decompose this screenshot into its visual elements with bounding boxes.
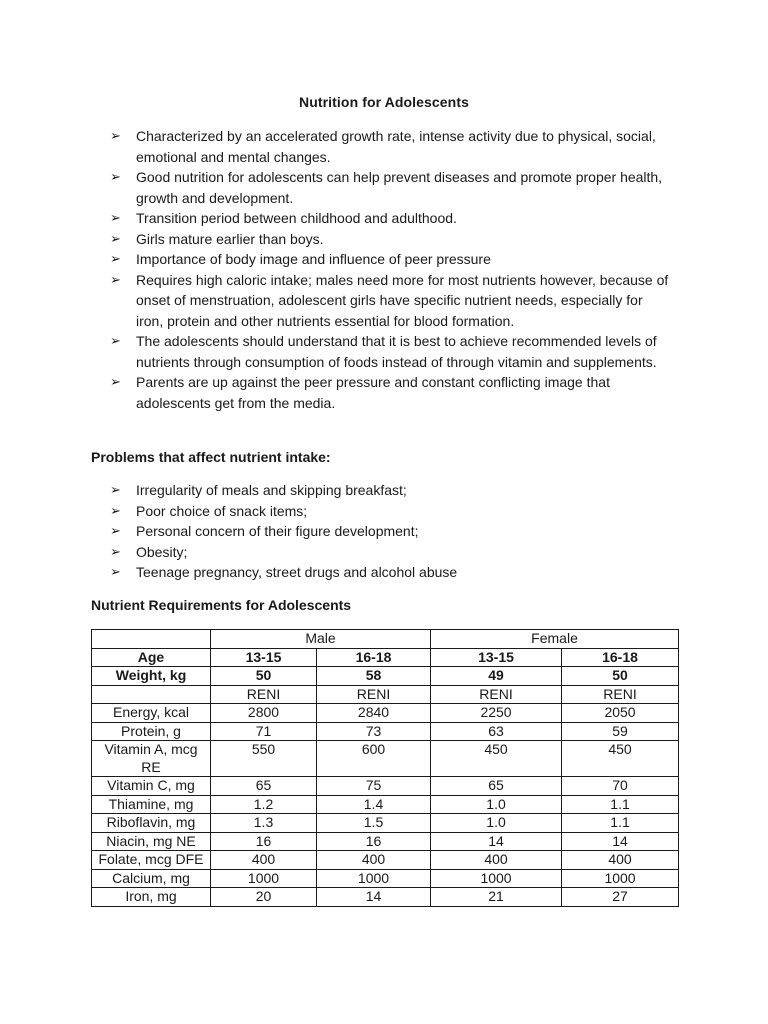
table-weight-row bbox=[92, 667, 679, 686]
table-cell: 14 bbox=[562, 832, 679, 851]
arrow-bullet-icon: ➢ bbox=[110, 502, 121, 518]
table-row bbox=[92, 832, 679, 851]
table-cell: 63 bbox=[431, 722, 562, 741]
table-cell: 50 bbox=[211, 667, 317, 686]
list-item: ➢ Poor choice of snack items; bbox=[110, 501, 670, 522]
table-cell: 400 bbox=[317, 851, 431, 870]
table-cell: 65 bbox=[431, 777, 562, 796]
table-cell: 400 bbox=[562, 851, 679, 870]
arrow-bullet-icon: ➢ bbox=[110, 564, 121, 579]
table-cell: 1000 bbox=[431, 869, 562, 888]
list-item: ➢ Importance of body image and influence of peer pressure bbox=[110, 249, 670, 270]
arrow-bullet-icon: ➢ bbox=[110, 169, 121, 184]
table-basis-row bbox=[92, 685, 679, 704]
table-cell: 13-15 bbox=[211, 648, 317, 667]
table-cell: 600 bbox=[317, 741, 431, 777]
table-cell: 550 bbox=[211, 741, 317, 777]
table-row bbox=[92, 777, 679, 796]
table-cell: 16-18 bbox=[562, 648, 679, 667]
arrow-bullet-icon: ➢ bbox=[110, 523, 121, 538]
table-row bbox=[92, 704, 679, 723]
list-item: ➢ Personal concern of their figure development; bbox=[110, 521, 670, 542]
table-cell: 1000 bbox=[211, 869, 317, 888]
table-cell: 1.0 bbox=[431, 814, 562, 833]
intro-bullet-list bbox=[110, 126, 670, 413]
list-item: ➢ Obesity; bbox=[110, 542, 670, 563]
table-cell: 20 bbox=[211, 888, 317, 907]
table-cell: RENI bbox=[317, 685, 431, 704]
list-item: ➢ The adolescents should understand that it is best to achieve recommended levels of nutrients through consumption of foods instead of through vitamin and supplements. bbox=[110, 333, 657, 370]
table-cell: 49 bbox=[431, 667, 562, 686]
list-item: ➢ Irregularity of meals and skipping breakfast; bbox=[110, 480, 670, 501]
table-cell: 450 bbox=[562, 741, 679, 777]
nutrient-label: Vitamin C, mg bbox=[92, 777, 211, 796]
list-item: ➢ Teenage pregnancy, street drugs and alcohol abuse bbox=[110, 562, 670, 583]
table-cell: 1000 bbox=[562, 869, 679, 888]
table-cell: 2800 bbox=[211, 704, 317, 723]
nutrient-requirements-table bbox=[91, 629, 679, 907]
arrow-bullet-icon: ➢ bbox=[110, 251, 121, 266]
table-cell: 400 bbox=[431, 851, 562, 870]
table-cell: 71 bbox=[211, 722, 317, 741]
table-cell: 70 bbox=[562, 777, 679, 796]
arrow-bullet-icon: ➢ bbox=[110, 333, 121, 348]
arrow-bullet-icon: ➢ bbox=[110, 543, 121, 559]
table-cell: 1.1 bbox=[562, 814, 679, 833]
table-cell: 65 bbox=[211, 777, 317, 796]
nutrient-label: Calcium, mg bbox=[92, 869, 211, 888]
table-cell: 2840 bbox=[317, 704, 431, 723]
table-cell: RENI bbox=[431, 685, 562, 704]
table-cell: 16 bbox=[211, 832, 317, 851]
table-cell: 21 bbox=[431, 888, 562, 907]
table-row bbox=[92, 795, 679, 814]
age-label: Age bbox=[92, 648, 211, 667]
table-row bbox=[92, 888, 679, 907]
table-cell: 2250 bbox=[431, 704, 562, 723]
table-cell: 400 bbox=[211, 851, 317, 870]
arrow-bullet-icon: ➢ bbox=[110, 374, 121, 389]
nutrient-rows bbox=[92, 704, 679, 907]
table-row bbox=[92, 869, 679, 888]
table-cell: 1.4 bbox=[317, 795, 431, 814]
list-item: ➢ Transition period between childhood and adulthood. bbox=[110, 208, 670, 229]
table-cell: 2050 bbox=[562, 704, 679, 723]
nutrient-label: Niacin, mg NE bbox=[92, 832, 211, 851]
list-item: ➢ Good nutrition for adolescents can help prevent diseases and promote proper health, growth and development. bbox=[110, 169, 663, 206]
table-corner-cell bbox=[92, 630, 211, 649]
table-cell: 14 bbox=[317, 888, 431, 907]
table-cell: 1.3 bbox=[211, 814, 317, 833]
table-cell: 14 bbox=[431, 832, 562, 851]
problems-heading: Problems that affect nutrient intake: bbox=[91, 449, 331, 465]
problems-bullet-list bbox=[110, 480, 670, 583]
requirements-heading: Nutrient Requirements for Adolescents bbox=[91, 597, 352, 613]
table-cell: RENI bbox=[562, 685, 679, 704]
table-cell: 73 bbox=[317, 722, 431, 741]
table-row bbox=[92, 814, 679, 833]
arrow-bullet-icon: ➢ bbox=[110, 210, 121, 225]
table-row bbox=[92, 722, 679, 741]
table-cell: RENI bbox=[211, 685, 317, 704]
table-cell: 1.0 bbox=[431, 795, 562, 814]
page-title: Nutrition for Adolescents bbox=[299, 94, 469, 110]
table-cell: 16-18 bbox=[317, 648, 431, 667]
table-cell: 75 bbox=[317, 777, 431, 796]
nutrient-label: Protein, g bbox=[92, 722, 211, 741]
table-cell: 13-15 bbox=[431, 648, 562, 667]
arrow-bullet-icon: ➢ bbox=[110, 128, 121, 143]
male-group-header: Male bbox=[211, 630, 431, 649]
table-cell: 1.1 bbox=[562, 795, 679, 814]
table-cell: 1.5 bbox=[317, 814, 431, 833]
table-cell: 1.2 bbox=[211, 795, 317, 814]
table-row bbox=[92, 851, 679, 870]
arrow-bullet-icon: ➢ bbox=[110, 230, 121, 246]
list-item: ➢ Characterized by an accelerated growth rate, intense activity due to physical, social, emotional and mental changes. bbox=[110, 128, 656, 165]
nutrient-label: Vitamin A, mcg RE bbox=[92, 741, 211, 777]
nutrient-label: Energy, kcal bbox=[92, 704, 211, 723]
table-cell: 450 bbox=[431, 741, 562, 777]
arrow-bullet-icon: ➢ bbox=[110, 271, 121, 287]
table-cell: 59 bbox=[562, 722, 679, 741]
list-item: ➢ Requires high caloric intake; males need more for most nutrients however, because of onset of menstruation, adolescent girls have specific nutrient needs, especially for iron, protein and other nutrients essential for blood formation. bbox=[110, 271, 669, 329]
table-cell: 16 bbox=[317, 832, 431, 851]
nutrient-label: Thiamine, mg bbox=[92, 795, 211, 814]
table-cell: 27 bbox=[562, 888, 679, 907]
table-cell bbox=[92, 685, 211, 704]
list-item: ➢ Parents are up against the peer pressure and constant conflicting image that adolescents get from the media. bbox=[110, 374, 610, 411]
table-row bbox=[92, 741, 679, 777]
nutrient-label: Folate, mcg DFE bbox=[92, 851, 211, 870]
table-age-row bbox=[92, 648, 679, 667]
nutrient-label: Iron, mg bbox=[92, 888, 211, 907]
list-item: ➢ Girls mature earlier than boys. bbox=[110, 229, 670, 250]
table-cell: 58 bbox=[317, 667, 431, 686]
arrow-bullet-icon: ➢ bbox=[110, 482, 121, 497]
table-group-header-row bbox=[92, 630, 679, 649]
nutrient-label: Riboflavin, mg bbox=[92, 814, 211, 833]
weight-label: Weight, kg bbox=[92, 667, 211, 686]
table-cell: 1000 bbox=[317, 869, 431, 888]
table-cell: 50 bbox=[562, 667, 679, 686]
female-group-header: Female bbox=[431, 630, 679, 649]
